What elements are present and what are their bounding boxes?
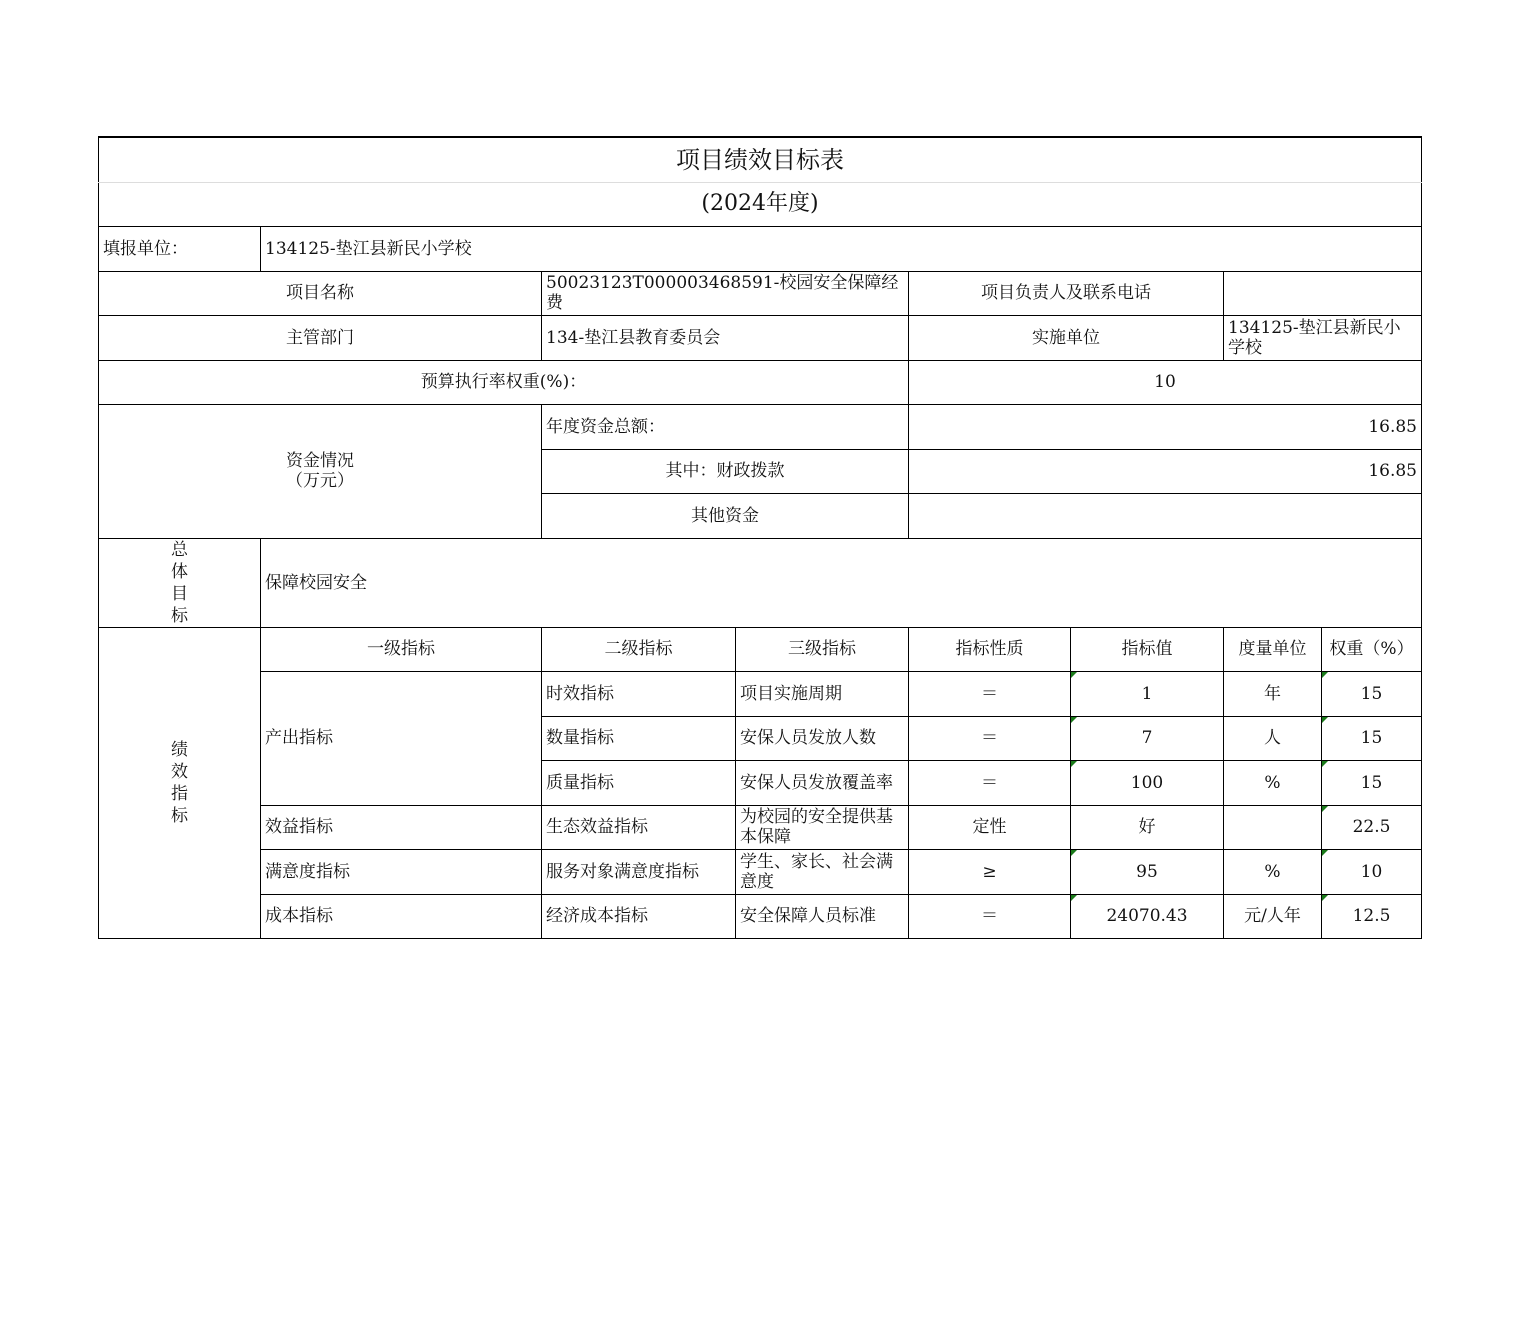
level3-text: 学生、家长、社会满意度 [740,851,893,892]
table-row [99,671,1422,716]
overall-goal-char: 目 [171,583,188,604]
level3-cell [736,849,909,894]
budget-weight-label: 预算执行率权重(%)： [99,360,909,404]
unit-cell [1224,805,1322,849]
weight-cell: 12.5 [1322,894,1422,938]
overall-goal-char: 标 [171,605,188,626]
impl-unit-label: 实施单位 [909,315,1224,360]
funds-label [99,404,542,538]
overall-goal-label [99,538,261,627]
unit-cell: 人 [1224,716,1322,760]
annual-funds-value: 16.85 [909,404,1422,449]
header-level2: 二级指标 [542,627,736,671]
fiscal-funds-label: 其中：财政拨款 [542,449,909,493]
weight-cell: 15 [1322,760,1422,805]
level3-text: 为校园的安全提供基本保障 [740,807,893,847]
level2-cell: 质量指标 [542,760,736,805]
level3-cell: 安全保障人员标准 [736,894,909,938]
overall-goal-char: 总 [171,539,188,560]
indicators-char: 绩 [171,739,188,760]
nature-cell: ＝ [909,894,1071,938]
indicators-char: 标 [171,805,188,826]
unit-cell: % [1224,849,1322,894]
nature-cell: ≥ [909,849,1071,894]
level3-cell: 安保人员发放人数 [736,716,909,760]
budget-weight-value: 10 [909,360,1422,404]
header-level3: 三级指标 [736,627,909,671]
value-cell: 95 [1071,849,1224,894]
header-unit: 度量单位 [1224,627,1322,671]
indicators-label [99,627,261,938]
weight-cell: 15 [1322,671,1422,716]
page-subtitle: (2024年度) [99,182,1422,226]
other-funds-label: 其他资金 [542,493,909,538]
funds-label-line2: （万元） [286,471,354,491]
project-contact-label: 项目负责人及联系电话 [909,271,1224,315]
table-row [99,849,1422,894]
level2-cell: 生态效益指标 [542,805,736,849]
level2-cell: 时效指标 [542,671,736,716]
value-cell: 1 [1071,671,1224,716]
reporting-unit-label: 填报单位： [99,226,261,271]
level1-cell: 产出指标 [261,671,542,805]
indicators-char: 效 [171,761,188,782]
value-cell: 7 [1071,716,1224,760]
project-contact-value [1224,271,1422,315]
weight-cell: 15 [1322,716,1422,760]
project-name-label: 项目名称 [99,271,542,315]
level2-cell: 服务对象满意度指标 [542,849,736,894]
fiscal-funds-value: 16.85 [909,449,1422,493]
level2-cell: 数量指标 [542,716,736,760]
project-name-text: 50023123T000003468591-校园安全保障经费 [546,273,899,313]
header-weight: 权重（%） [1322,627,1422,671]
level1-cell: 满意度指标 [261,849,542,894]
nature-cell: ＝ [909,760,1071,805]
level3-cell [736,760,909,805]
weight-cell: 22.5 [1322,805,1422,849]
annual-funds-label: 年度资金总额： [542,404,909,449]
level1-cell: 效益指标 [261,805,542,849]
indicators-char: 指 [171,783,188,804]
value-cell: 24070.43 [1071,894,1224,938]
unit-cell: 年 [1224,671,1322,716]
header-value: 指标值 [1071,627,1224,671]
dept-label: 主管部门 [99,315,542,360]
weight-cell: 10 [1322,849,1422,894]
dept-value: 134-垫江县教育委员会 [542,315,909,360]
funds-label-line1: 资金情况 [286,451,354,471]
other-funds-value [909,493,1422,538]
impl-unit-text: 134125-垫江县新民小学校 [1228,317,1401,358]
unit-cell: 元/人年 [1224,894,1322,938]
overall-goal-value: 保障校园安全 [261,538,1422,627]
table-row [99,805,1422,849]
overall-goal-char: 体 [171,561,188,582]
project-name-value [542,271,909,315]
level1-cell: 成本指标 [261,894,542,938]
impl-unit-value [1224,315,1422,360]
level3-cell: 项目实施周期 [736,671,909,716]
page-title: 项目绩效目标表 [99,137,1422,182]
value-cell: 100 [1071,760,1224,805]
nature-cell: ＝ [909,716,1071,760]
unit-cell: % [1224,760,1322,805]
level3-cell [736,805,909,849]
reporting-unit-value: 134125-垫江县新民小学校 [261,226,1422,271]
nature-cell: 定性 [909,805,1071,849]
performance-target-table [98,136,1422,939]
header-level1: 一级指标 [261,627,542,671]
level2-cell: 经济成本指标 [542,894,736,938]
nature-cell: ＝ [909,671,1071,716]
level3-text: 安保人员发放覆盖率 [740,772,893,793]
header-nature: 指标性质 [909,627,1071,671]
value-cell: 好 [1071,805,1224,849]
table-row [99,894,1422,938]
